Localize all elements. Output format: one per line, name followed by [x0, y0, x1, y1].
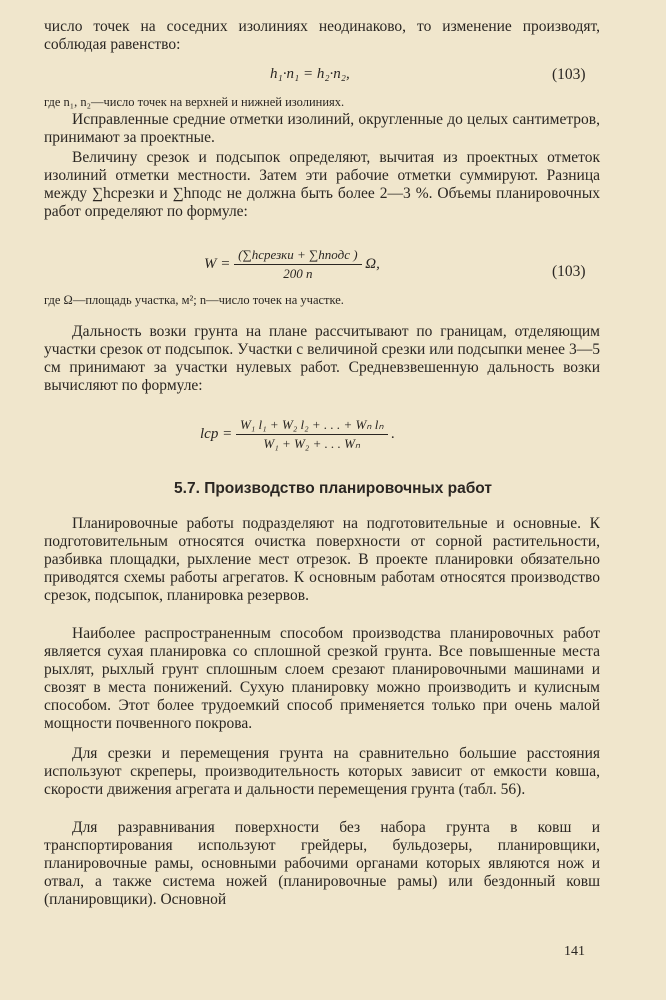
paragraph-preparatory-works: Планировочные работы подразделяют на подготовительные и основные. К подготовительным относятся очистка поверхности от сорной растительности, разбивка площадки, рыхление мест отрезок. В проекте планировки обязательно приводятся схемы работы агрегатов. К основным работам относятся производство срезок, подсыпок, планировка резервов.	[44, 515, 600, 604]
top-paragraph: число точек на соседних изолиниях неодинаково, то изменение производят, соблюдая равенство:	[44, 18, 600, 53]
formula3-equals: =	[222, 425, 233, 442]
paragraph-scrapers: Для срезки и перемещения грунта на сравнительно большие расстояния используют скреперы, производительность которых зависит от емкости ковша, скорости движения агрегата и дальности перемещения грунта (табл. 56).	[44, 745, 600, 798]
paragraph-dry-planning: Наиболее распространенным способом производства планировочных работ является сухая планировка со сплошной срезкой грунта. Все повышенные места рыхлят, рыхлый грунт сплошным слоем срезают планировочными машинами и свозят в места понижений. Сухую планировку можно производить и кулисным способом. Этот более трудоемкий способ применяется только при очень малой мощности почвенного покрова.	[44, 625, 600, 732]
formula1-number: (103)	[552, 66, 586, 83]
formula2-number: (103)	[552, 263, 586, 280]
note-isolines: где n₁, n₂—число точек на верхней и нижней изолиниях.	[44, 95, 345, 109]
formula3-denominator: W₁ + W₂ + . . . Wₙ	[263, 436, 361, 451]
formula2-denominator: 200 n	[283, 266, 313, 281]
formula-average-distance	[200, 417, 395, 452]
paragraph-cut-fill-volume: Величину срезок и подсыпок определяют, вычитая из проектных отметок изолиний отметки местности. Затем эти рабочие отметки суммируют. Разница между ∑hсрезки и ∑hподс не должна быть более 2—3 %. Объемы планировочных работ определяют по формуле:	[44, 149, 600, 220]
note-area: где Ω—площадь участка, м²; n—число точек на участке.	[44, 293, 344, 307]
formula2-tail: Ω,	[365, 255, 380, 272]
formula1-lhs: h₁·n₁	[270, 66, 300, 82]
paragraph-graders: Для разравнивания поверхности без набора грунта в ковш и транспортирования используют грейдеры, бульдозеры, планировщики, планировочные рамы, основными рабочими органами которых являются нож и отвал, а также система ножей (планировочные рамы) или бездонный ковш (планировщики). Основной	[44, 819, 600, 908]
formula1-rhs: h₂·n₂,	[316, 66, 350, 82]
formula2-equals: =	[220, 255, 231, 272]
formula3-numerator: W₁ l₁ + W₂ l₂ + . . . + Wₙ lₙ	[236, 417, 388, 435]
section-heading: 5.7. Производство планировочных работ	[174, 480, 492, 497]
formula3-lhs: lср	[200, 425, 219, 442]
paragraph-haul-distance: Дальность возки грунта на плане рассчитывают по границам, отделяющим участки срезок от подсыпок. Участки с величиной срезки или подсыпки менее 3—5 см принимают за участки нулевых работ. Средневзвешенную дальность возки вычисляют по формуле:	[44, 323, 600, 394]
formula-volume	[204, 247, 380, 282]
paragraph-corrected-marks: Исправленные средние отметки изолиний, округленные до целых сантиметров, принимают за проектные.	[44, 111, 600, 146]
page-number: 141	[564, 944, 585, 959]
formula2-fraction	[234, 247, 361, 282]
formula2-numerator: (∑hсрезки + ∑hподс )	[234, 247, 361, 265]
formula3-fraction	[236, 417, 388, 452]
formula-isoline-balance	[270, 66, 350, 83]
formula3-tail: .	[391, 425, 396, 442]
formula2-lhs: W	[204, 255, 217, 272]
formula1-equals: =	[302, 66, 314, 82]
